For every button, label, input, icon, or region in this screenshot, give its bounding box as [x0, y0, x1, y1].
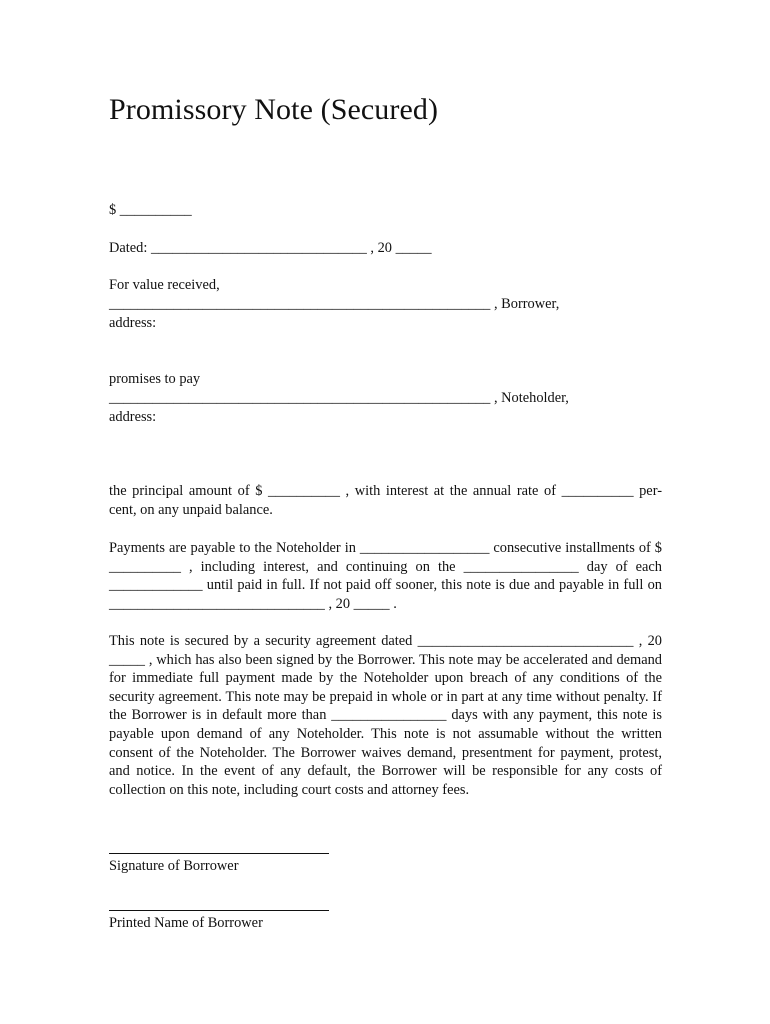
security-paragraph: This note is secured by a security agreement dated ______________________________ , 20 _____ , which has also been signed by the Borrower. This note may be accelerated and demand for immediate full payment made by the Noteholder upon breach of any conditions of the security agreement. This note may be prepaid in whole or in part at any time without penalty. If the Borrower is in default more than ________________ days with any payment, this note is payable upon demand of any Noteholder. This note is not assumable without the written consent of the Noteholder. The Borrower waives demand, presentment for payment, protest, and notice. In the event of any default, the Borrower will be responsible for any costs of collection on this note, including court costs and attorney fees. — [109, 633, 662, 798]
principal-paragraph: the principal amount of $ __________ , with interest at the annual rate of __________ per- cent, on any unpaid balance. — [109, 483, 662, 518]
signature-label: Signature of Borrower — [109, 858, 239, 874]
printed-name-line — [109, 910, 329, 911]
amount-line: $ __________ — [109, 202, 192, 218]
borrower-address-label: address: — [109, 315, 157, 331]
signature-line — [109, 853, 329, 854]
payments-paragraph: Payments are payable to the Noteholder in __________________ consecutive installments of $ __________ , including interest, and continuing on the ________________ day of each _____________ until paid in full. If not paid off sooner, this note is due and payable in full on ______________________________ , 20 _____ . — [109, 540, 662, 612]
document-title: Promissory Note (Secured) — [109, 93, 439, 126]
promises-to-pay: promises to pay — [109, 371, 201, 387]
printed-name-label: Printed Name of Borrower — [109, 915, 263, 931]
dated-line: Dated: ______________________________ , 20 _____ — [109, 240, 432, 256]
for-value-received: For value received, — [109, 277, 220, 293]
noteholder-address-label: address: — [109, 409, 157, 425]
noteholder-line: _____________________________________________________ , Noteholder, — [109, 390, 569, 406]
borrower-line: _____________________________________________________ , Borrower, — [109, 296, 560, 312]
